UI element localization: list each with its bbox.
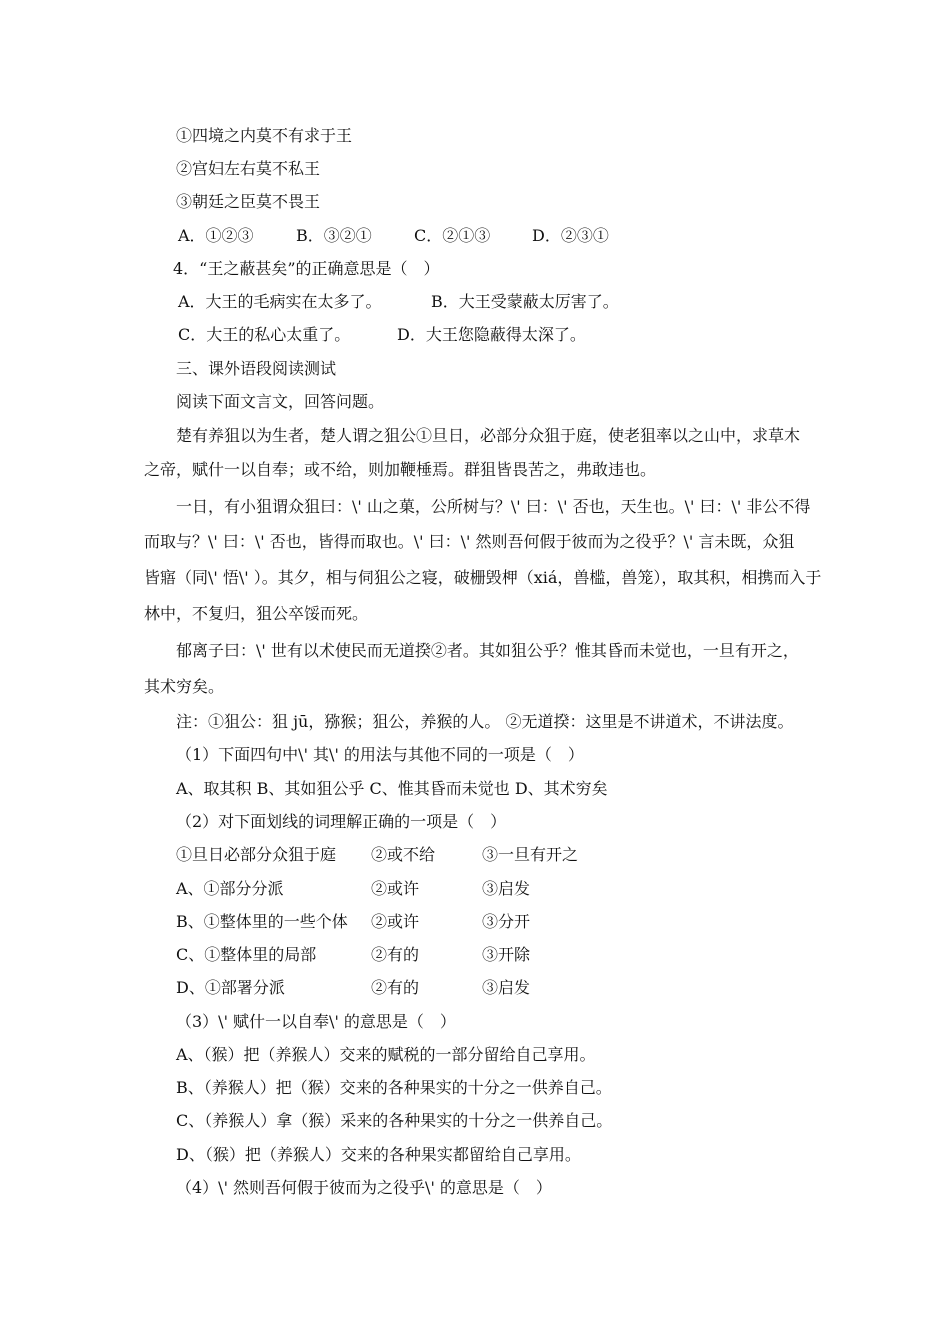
sq3-option-a: A、（猴）把（养猴人）交来的赋税的一部分留给自己享用。 xyxy=(176,1045,596,1064)
q3-item-2: ②宫妇左右莫不私王 xyxy=(176,159,321,178)
sq2-cell: ②或许 xyxy=(371,912,420,931)
sq2-cell: ②或许 xyxy=(371,879,420,898)
section-instruction: 阅读下面文言文，回答问题。 xyxy=(176,392,385,411)
q3-option-b: B．③②① xyxy=(296,226,372,245)
q4-option-d: D．大王您隐蔽得太深了。 xyxy=(397,325,586,344)
sq1-options: A、取其积 B、其如狙公乎 C、惟其昏而未觉也 D、其术穷矣 xyxy=(176,779,608,798)
q4-options-row2 xyxy=(178,325,586,345)
passage-p3-line2: 其术穷矣。 xyxy=(144,677,225,696)
passage-note: 注：①狙公：狙 jū，猕猴；狙公，养猴的人。 ②无道揆：这里是不讲道术，不讲法度。 xyxy=(176,712,794,731)
sq2-cell: ②或不给 xyxy=(371,845,436,864)
sq2-row xyxy=(176,845,578,865)
q3-option-d: D．②③① xyxy=(532,226,609,245)
sq2-cell: ③启发 xyxy=(482,978,531,997)
q3-option-c: C．②①③ xyxy=(414,226,491,245)
passage-p3-line1: 郁离子曰：\' 世有以术使民而无道揆②者。其如狙公乎？惟其昏而未觉也，一旦有开之， xyxy=(176,641,799,660)
sq1-stem: （1）下面四句中\' 其\' 的用法与其他不同的一项是（ ） xyxy=(176,745,584,764)
sq2-cell: ②有的 xyxy=(371,945,420,964)
sq3-stem: （3）\' 赋什一以自奉\' 的意思是（ ） xyxy=(176,1012,456,1031)
sq2-row xyxy=(176,978,530,998)
q4-option-a: A．大王的毛病实在太多了。 xyxy=(178,292,382,311)
q4-stem: 4．“王之蔽甚矣”的正确意思是（ ） xyxy=(173,259,440,278)
sq4-stem: （4）\' 然则吾何假于彼而为之役乎\' 的意思是（ ） xyxy=(176,1178,552,1197)
sq2-cell: C、①整体里的局部 xyxy=(176,945,317,964)
sq2-cell: D、①部署分派 xyxy=(176,978,285,997)
passage-p2-line1: 一日，有小狙谓众狙曰：\' 山之菓，公所树与？\' 曰：\' 否也，天生也。\' 曰：\' 非公不得 xyxy=(176,497,811,516)
sq2-cell: ①旦日必部分众狙于庭 xyxy=(176,845,337,864)
sq2-row xyxy=(176,945,530,965)
sq3-option-d: D、（猴）把（养猴人）交来的各种果实都留给自己享用。 xyxy=(176,1145,581,1164)
passage-p2-line3: 皆寤（同\' 悟\' ）。其夕，相与伺狙公之寝，破栅毁柙（xiá，兽槛，兽笼），取其积，相携而入于 xyxy=(144,568,822,587)
sq3-option-b: B、（养猴人）把（猴）交来的各种果实的十分之一供养自己。 xyxy=(176,1078,612,1097)
sq3-option-c: C、（养猴人）拿（猴）采来的各种果实的十分之一供养自己。 xyxy=(176,1111,613,1130)
q4-option-c: C．大王的私心太重了。 xyxy=(178,325,351,344)
passage-p2-line4: 林中，不复归，狙公卒馁而死。 xyxy=(144,604,369,623)
passage-p1-line2: 之帝，赋什一以自奉；或不给，则加鞭棰焉。群狙皆畏苦之，弗敢违也。 xyxy=(144,460,657,479)
sq2-cell: B、①整体里的一些个体 xyxy=(176,912,348,931)
q3-item-3: ③朝廷之臣莫不畏王 xyxy=(176,192,321,211)
sq2-cell: ③分开 xyxy=(482,912,531,931)
sq2-cell: ③开除 xyxy=(482,945,531,964)
sq2-row xyxy=(176,912,530,932)
passage-p2-line2: 而取与？\' 曰：\' 否也，皆得而取也。\' 曰：\' 然则吾何假于彼而为之役乎？\' 言未既，众狙 xyxy=(144,532,795,551)
q3-item-1: ①四境之内莫不有求于王 xyxy=(176,126,353,145)
q4-options-row1 xyxy=(178,292,619,312)
sq2-cell: A、①部分分派 xyxy=(176,879,284,898)
sq2-row xyxy=(176,879,530,899)
sq2-cell: ②有的 xyxy=(371,978,420,997)
passage-p1-line1: 楚有养狙以为生者，楚人谓之狙公①旦日，必部分众狙于庭，使老狙率以之山中，求草木 xyxy=(176,426,801,445)
sq2-stem: （2）对下面划线的词理解正确的一项是（ ） xyxy=(176,812,507,831)
section-title: 三、课外语段阅读测试 xyxy=(176,359,337,378)
sq2-cell: ③启发 xyxy=(482,879,531,898)
q3-option-a: A．①②③ xyxy=(178,226,254,245)
q4-option-b: B．大王受蒙蔽太厉害了。 xyxy=(431,292,619,311)
sq2-cell: ③一旦有开之 xyxy=(482,845,579,864)
q3-options xyxy=(178,226,609,246)
